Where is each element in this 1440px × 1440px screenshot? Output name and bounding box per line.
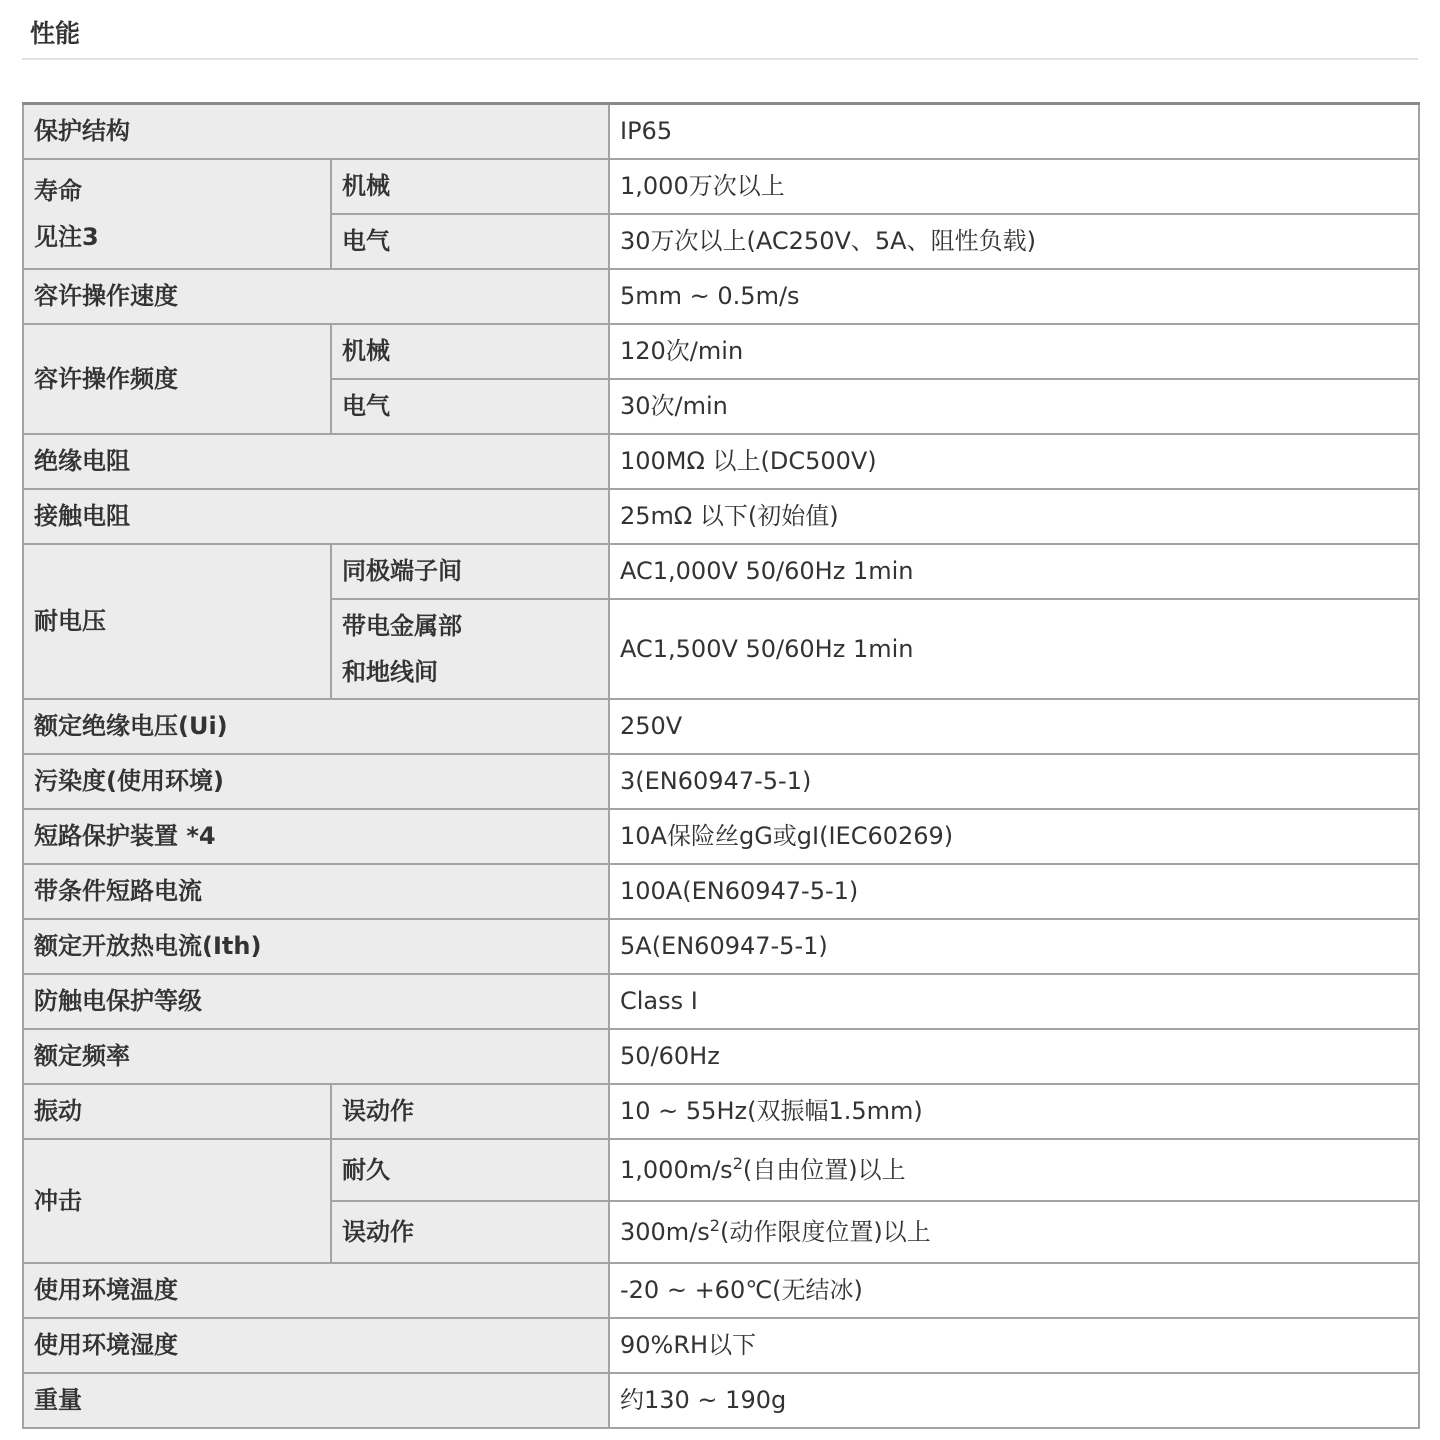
page-title: 性能 bbox=[30, 19, 81, 48]
spec-table bbox=[22, 102, 1420, 1429]
table-row bbox=[23, 1318, 1419, 1373]
row-label: 容许操作速度 bbox=[23, 269, 609, 324]
table-row bbox=[23, 1029, 1419, 1084]
row-label bbox=[23, 159, 331, 269]
table-row bbox=[23, 1373, 1419, 1428]
row-label: 使用环境温度 bbox=[23, 1263, 609, 1318]
value-text: (动作限度位置)以上 bbox=[719, 1217, 931, 1246]
row-value: 10 ~ 55Hz(双振幅1.5mm) bbox=[609, 1084, 1419, 1139]
table-row bbox=[23, 809, 1419, 864]
sub-label: 耐久 bbox=[331, 1139, 609, 1201]
row-label: 耐电压 bbox=[23, 544, 331, 699]
sub-label: 机械 bbox=[331, 324, 609, 379]
row-value: AC1,500V 50/60Hz 1min bbox=[609, 599, 1419, 699]
row-value: -20 ~ +60℃(无结冰) bbox=[609, 1263, 1419, 1318]
row-value: 3(EN60947-5-1) bbox=[609, 754, 1419, 809]
row-value: 5A(EN60947-5-1) bbox=[609, 919, 1419, 974]
row-value bbox=[609, 1201, 1419, 1263]
sub-label: 同极端子间 bbox=[331, 544, 609, 599]
row-label: 额定频率 bbox=[23, 1029, 609, 1084]
row-value: 1,000万次以上 bbox=[609, 159, 1419, 214]
row-value: 约130 ~ 190g bbox=[609, 1373, 1419, 1428]
table-row bbox=[23, 864, 1419, 919]
row-value: 50/60Hz bbox=[609, 1029, 1419, 1084]
table-row bbox=[23, 974, 1419, 1029]
row-value: IP65 bbox=[609, 104, 1419, 159]
row-label: 使用环境湿度 bbox=[23, 1318, 609, 1373]
value-text: 300m/s bbox=[620, 1217, 710, 1246]
row-label-line: 寿命 bbox=[34, 176, 82, 205]
row-value: 90%RH以下 bbox=[609, 1318, 1419, 1373]
row-label: 防触电保护等级 bbox=[23, 974, 609, 1029]
row-value: 120次/min bbox=[609, 324, 1419, 379]
value-text: 1,000m/s bbox=[620, 1155, 733, 1184]
sub-label: 电气 bbox=[331, 379, 609, 434]
row-value: 250V bbox=[609, 699, 1419, 754]
sub-label: 机械 bbox=[331, 159, 609, 214]
table-row bbox=[23, 104, 1419, 159]
table-row bbox=[23, 1139, 1419, 1201]
row-label: 额定开放热电流(Ith) bbox=[23, 919, 609, 974]
sub-label-line: 带电金属部 bbox=[342, 611, 462, 640]
row-label: 接触电阻 bbox=[23, 489, 609, 544]
sub-label: 电气 bbox=[331, 214, 609, 269]
row-value: 5mm ~ 0.5m/s bbox=[609, 269, 1419, 324]
value-superscript: 2 bbox=[732, 1153, 743, 1173]
row-value: 100MΩ 以上(DC500V) bbox=[609, 434, 1419, 489]
sub-label: 误动作 bbox=[331, 1201, 609, 1263]
value-text: (自由位置)以上 bbox=[742, 1155, 906, 1184]
table-row bbox=[23, 919, 1419, 974]
table-row bbox=[23, 544, 1419, 599]
table-row bbox=[23, 434, 1419, 489]
row-value: 100A(EN60947-5-1) bbox=[609, 864, 1419, 919]
row-label: 容许操作频度 bbox=[23, 324, 331, 434]
row-value: 25mΩ 以下(初始值) bbox=[609, 489, 1419, 544]
row-label: 重量 bbox=[23, 1373, 609, 1428]
table-row bbox=[23, 159, 1419, 214]
row-value: Class I bbox=[609, 974, 1419, 1029]
row-label: 振动 bbox=[23, 1084, 331, 1139]
table-row bbox=[23, 1263, 1419, 1318]
row-label: 短路保护装置 *4 bbox=[23, 809, 609, 864]
row-label: 冲击 bbox=[23, 1139, 331, 1263]
value-superscript: 2 bbox=[709, 1215, 720, 1235]
row-label-line: 见注3 bbox=[34, 222, 99, 251]
row-label: 保护结构 bbox=[23, 104, 609, 159]
table-row bbox=[23, 489, 1419, 544]
table-row bbox=[23, 324, 1419, 379]
sub-label bbox=[331, 599, 609, 699]
row-value: 10A保险丝gG或gI(IEC60269) bbox=[609, 809, 1419, 864]
row-label: 额定绝缘电压(Ui) bbox=[23, 699, 609, 754]
row-value: 30万次以上(AC250V、5A、阻性负载) bbox=[609, 214, 1419, 269]
row-value bbox=[609, 1139, 1419, 1201]
row-label: 污染度(使用环境) bbox=[23, 754, 609, 809]
table-row bbox=[23, 699, 1419, 754]
row-value: AC1,000V 50/60Hz 1min bbox=[609, 544, 1419, 599]
row-value: 30次/min bbox=[609, 379, 1419, 434]
title-divider bbox=[22, 58, 1418, 60]
row-label: 绝缘电阻 bbox=[23, 434, 609, 489]
table-row bbox=[23, 754, 1419, 809]
sub-label-line: 和地线间 bbox=[342, 657, 438, 686]
sub-label: 误动作 bbox=[331, 1084, 609, 1139]
row-label: 带条件短路电流 bbox=[23, 864, 609, 919]
table-row bbox=[23, 1084, 1419, 1139]
table-row bbox=[23, 269, 1419, 324]
